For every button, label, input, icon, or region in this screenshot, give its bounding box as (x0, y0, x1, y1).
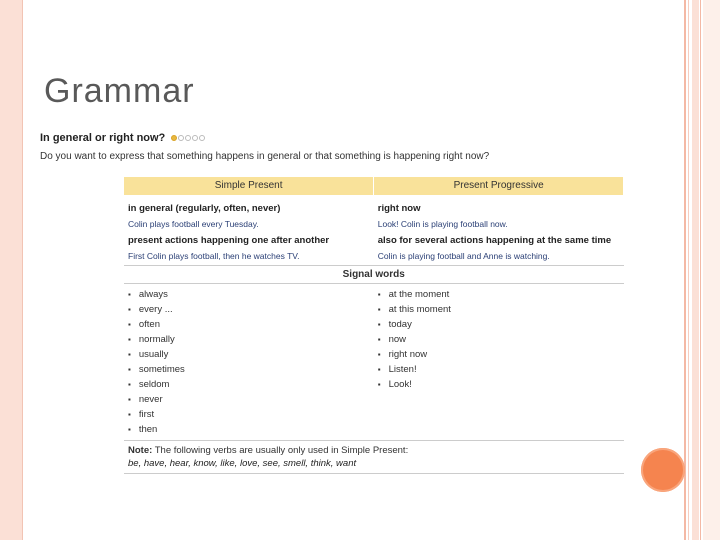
signal-word-item: ▪ sometimes (128, 362, 370, 377)
simple-present-usage (124, 195, 374, 266)
signal-word-item: ▪ at this moment (378, 302, 620, 317)
signal-word-item: ▪ Look! (378, 377, 620, 392)
heading-text: In general or right now? (40, 132, 166, 144)
signal-words-row (124, 266, 624, 284)
signal-word-item: ▪ first (128, 407, 370, 422)
header-simple-present: Simple Present (124, 177, 374, 195)
rating-dot (171, 135, 177, 141)
pp-use-2: also for several actions happening at the same time (377, 235, 612, 246)
present-progressive-usage (374, 195, 624, 266)
signal-word-item: ▪ usually (128, 347, 370, 362)
rating-dot (185, 135, 191, 141)
signal-word-item: ▪ always (128, 287, 370, 302)
signal-word-item: ▪ now (378, 332, 620, 347)
table-header-row (124, 177, 624, 195)
signal-word-item: ▪ normally (128, 332, 370, 347)
signal-list-present-progressive (378, 287, 620, 392)
decorative-circle (641, 448, 685, 492)
right-stripe (688, 0, 689, 540)
signal-lists-row (124, 284, 624, 441)
signal-word-item: ▪ never (128, 392, 370, 407)
note-label: Note: (128, 445, 153, 456)
pp-use-1: right now (377, 203, 421, 214)
sp-example-1: Colin plays football every Tuesday. (128, 219, 259, 229)
note (128, 444, 620, 457)
left-decorative-border (0, 0, 23, 540)
difficulty-rating (171, 132, 206, 144)
signal-word-item: ▪ Listen! (378, 362, 620, 377)
right-stripe (684, 0, 686, 540)
pp-example-1: Look! Colin is playing football now. (377, 219, 508, 229)
rating-dot (199, 135, 205, 141)
sp-use-2: present actions happening one after another (128, 235, 330, 246)
signal-list-simple-present (128, 287, 370, 437)
sp-use-1: in general (regularly, often, never) (128, 203, 281, 214)
right-stripe (703, 0, 720, 540)
content-subheading: Do you want to express that something happens in general or that something is happening right now? (40, 151, 490, 162)
pp-example-2: Colin is playing football and Anne is watching. (377, 251, 550, 261)
header-present-progressive: Present Progressive (374, 177, 624, 195)
signal-word-item: ▪ then (128, 422, 370, 437)
content-area (40, 132, 630, 162)
rating-dot (178, 135, 184, 141)
sp-example-2: First Colin plays football, then he watches TV. (128, 251, 300, 261)
signal-word-item: ▪ at the moment (378, 287, 620, 302)
signal-word-item: ▪ seldom (128, 377, 370, 392)
note-verbs: be, have, hear, know, like, love, see, smell, think, want (128, 458, 357, 469)
content-heading (40, 132, 630, 146)
rating-dot (192, 135, 198, 141)
signal-word-item: ▪ today (378, 317, 620, 332)
grammar-table (124, 177, 624, 474)
right-stripe (700, 0, 701, 540)
note-row (124, 441, 624, 474)
signal-word-item: ▪ every ... (128, 302, 370, 317)
signal-word-item: ▪ right now (378, 347, 620, 362)
note-text: The following verbs are usually only used in Simple Present: (154, 445, 409, 456)
signal-words-title: Signal words (124, 266, 624, 284)
usage-row (124, 195, 624, 266)
right-stripe (692, 0, 699, 540)
signal-word-item: ▪ often (128, 317, 370, 332)
slide-title: Grammar (44, 72, 195, 110)
